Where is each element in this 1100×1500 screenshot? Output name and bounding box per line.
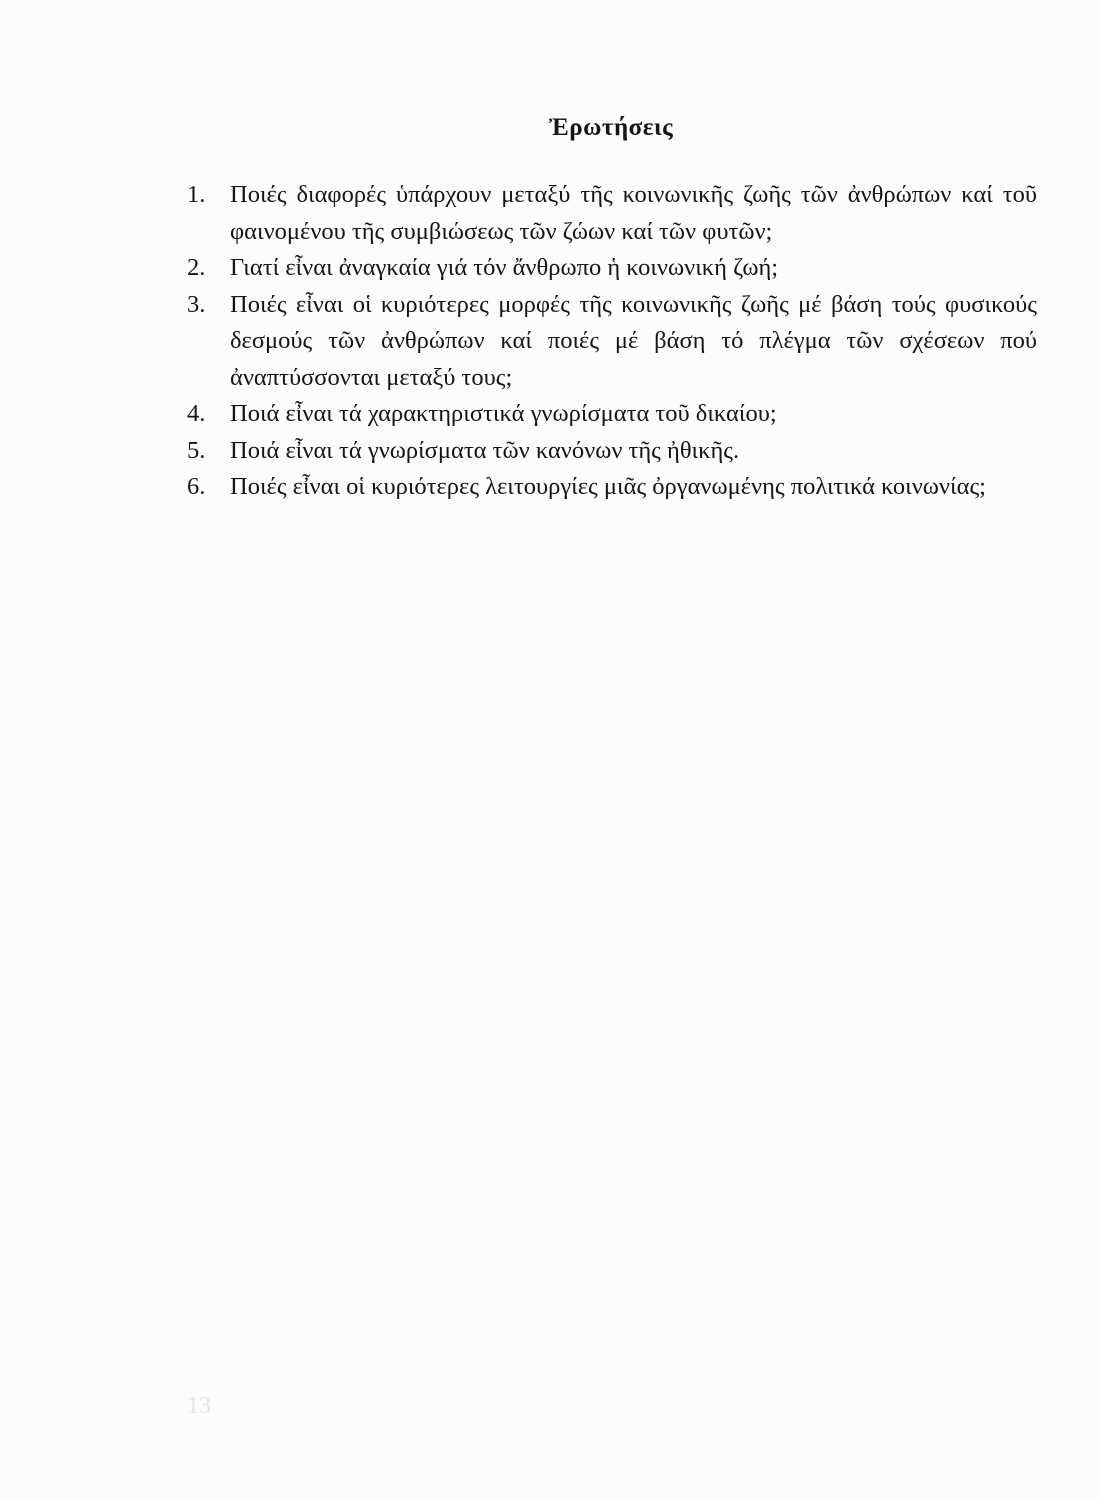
question-item [187,177,1037,250]
page-heading: Ἐρωτήσεις [548,114,674,141]
question-text: Γιατί εἶναι ἀναγκαία γιά τόν ἄνθρωπο ἡ κοινωνική ζωή; [230,254,779,281]
question-number: 5. [187,436,206,464]
question-number: 1. [187,181,206,208]
question-number: 4. [187,400,206,427]
question-number: 3. [187,290,206,318]
page-number: 13 [187,1393,211,1419]
question-text: Ποιές εἶναι οἱ κυριότερες λειτουργίες μιᾶς ὀργανωμένης πολιτικά κοινωνίας; [230,473,986,500]
question-text: Ποιές διαφορές ὑπάρχουν μεταξύ τῆς κοινωνικῆς ζωῆς τῶν ἀνθρώπων καί τοῦ φαινομένου τῆς συμβιώσεως τῶν ζώων καί τῶν φυτῶν; [230,181,1037,245]
question-item [187,287,1037,397]
question-item [187,250,1037,287]
question-item [187,396,1037,433]
question-item [187,433,1037,470]
question-text: Ποιές εἶναι οἱ κυριότερες μορφές τῆς κοινωνικῆς ζωῆς μέ βάση τούς φυσικούς δεσμούς τῶν ἀνθρώπων καί ποιές μέ βάση τό πλέγμα τῶν σχέσεων πού ἀναπτύσσονται μεταξύ τους; [230,290,1037,391]
question-text: Ποιά εἶναι τά χαρακτηριστικά γνωρίσματα τοῦ δικαίου; [230,400,777,427]
question-list [187,177,1037,506]
question-number: 2. [187,254,206,281]
question-number: 6. [187,473,206,500]
question-item [187,469,1037,506]
question-text: Ποιά εἶναι τά γνωρίσματα τῶν κανόνων τῆς ἠθικῆς. [230,436,740,464]
